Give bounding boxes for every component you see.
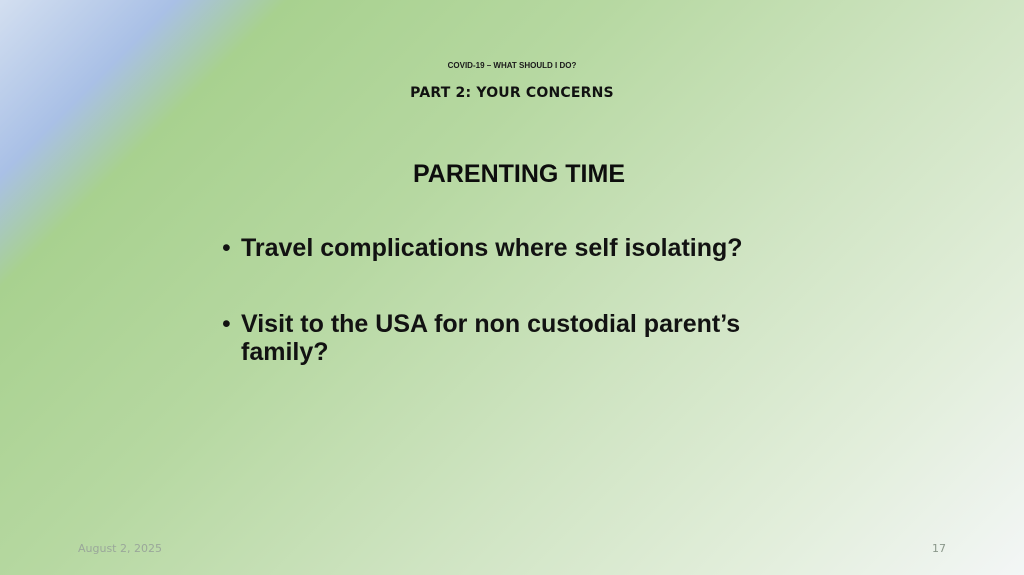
- slide-heading: PARENTING TIME: [412, 160, 626, 188]
- slide-part-title: PART 2: YOUR CONCERNS: [410, 85, 614, 101]
- bullet-icon: •: [222, 310, 231, 338]
- bullet-list: [222, 234, 782, 366]
- bullet-item: [222, 310, 782, 366]
- bullet-item: [222, 234, 782, 262]
- bullet-icon: •: [222, 234, 231, 262]
- slide-supertitle: COVID-19 – WHAT SHOULD I DO?: [447, 61, 577, 70]
- footer-date: August 2, 2025: [78, 542, 162, 555]
- bullet-text: Travel complications where self isolating?: [241, 234, 743, 262]
- bullet-text: Visit to the USA for non custodial parent’s family?: [241, 310, 741, 366]
- footer-page-number: 17: [932, 542, 946, 555]
